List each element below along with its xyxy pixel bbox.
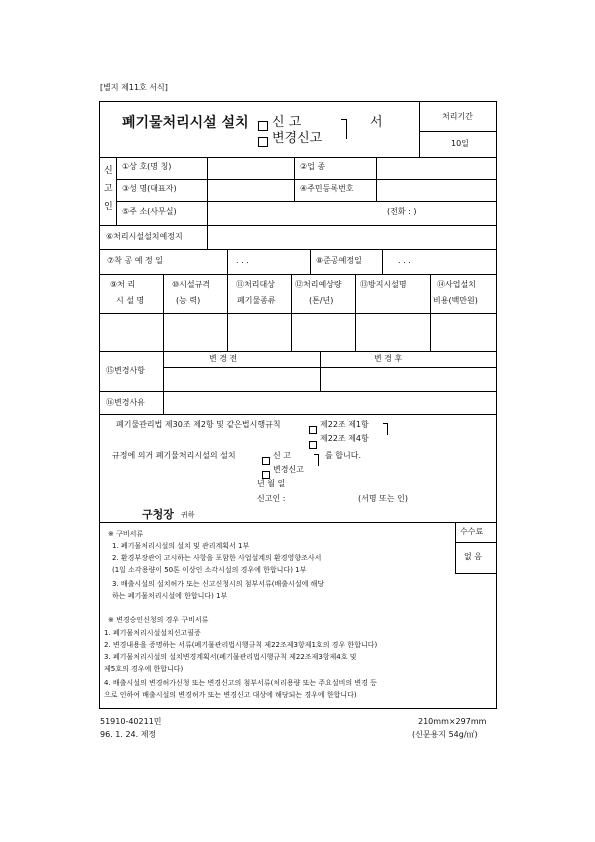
footer-paper-size: 210mm×297mm bbox=[418, 717, 487, 726]
waste-type-field[interactable] bbox=[228, 314, 291, 351]
change-doc-3: 3. 폐기물처리시설의 설치변경계획서(폐기물관리법시행규칙 제22조제3항제4호 및 bbox=[104, 653, 357, 661]
required-doc-3-cont: 하는 폐기물처리시설에 한합니다) 1부 bbox=[112, 592, 228, 600]
footer-code: 51910-40211민 bbox=[100, 717, 162, 726]
phone-label: (전화 : ) bbox=[387, 207, 417, 216]
address-label: ⑤주 소(사무실) bbox=[122, 207, 177, 216]
change-reason-field[interactable] bbox=[164, 392, 496, 414]
address-field[interactable] bbox=[208, 202, 388, 225]
recipient-suffix: 귀하 bbox=[181, 511, 195, 519]
change-doc-2: 2. 변경내용을 증명하는 서류(폐기물관리법시행규칙 제22조제3항제1호의 경우 한합니다) bbox=[104, 641, 378, 649]
col-volume-top: ⑫처리예상량 bbox=[295, 280, 342, 289]
declare-change-label: 변경신고 bbox=[273, 465, 304, 474]
business-type-field[interactable] bbox=[377, 158, 496, 179]
completion-date-field[interactable]: . . . bbox=[398, 256, 411, 265]
declaration-line-3: 규정에 의거 폐기물처리시설의 설치 bbox=[112, 451, 236, 460]
volume-field[interactable] bbox=[292, 314, 355, 351]
col-prevention-top: ⑬방지시설명 bbox=[360, 280, 407, 289]
before-change-header: 변 경 전 bbox=[209, 354, 238, 363]
required-doc-1: 1. 폐기물처리시설의 설치 및 관리계획서 1부 bbox=[112, 542, 250, 550]
signer-label: 신고인 : bbox=[257, 494, 286, 503]
site-label: ⑥처리시설설치예정지 bbox=[106, 232, 183, 241]
col-spec-top: ⑩시설규격 bbox=[172, 280, 211, 289]
declaration-date[interactable]: 년 월 일 bbox=[257, 479, 286, 488]
clause-2-label: 제22조 제4항 bbox=[320, 434, 369, 443]
col-waste-type-top: ⑪처리대상 bbox=[236, 280, 275, 289]
footer-paper-type: (신문용지 54g/㎡) bbox=[412, 730, 478, 739]
after-change-field[interactable] bbox=[321, 368, 496, 391]
facility-name-field[interactable] bbox=[100, 314, 163, 351]
col-waste-type-bottom: 폐기물종류 bbox=[237, 296, 276, 305]
applicant-side-label-2: 고 bbox=[104, 184, 113, 194]
col-volume-bottom: (톤/년) bbox=[309, 296, 334, 305]
spec-field[interactable] bbox=[164, 314, 227, 351]
site-field[interactable] bbox=[208, 226, 496, 249]
resident-id-label: ④주민등록번호 bbox=[300, 184, 354, 193]
title-option-report: 신 고 bbox=[272, 115, 302, 130]
fee-value: 없 음 bbox=[464, 552, 482, 561]
clause-1-label: 제22조 제1항 bbox=[320, 420, 369, 429]
applicant-side-label-1: 신 bbox=[104, 166, 113, 176]
change-reason-label: ⑯변경사유 bbox=[106, 398, 145, 407]
business-type-label: ②업 종 bbox=[300, 162, 326, 171]
col-facility-name-bottom: 시 설 명 bbox=[116, 296, 145, 305]
declaration-line-1: 폐기물관리법 제30조 제2항 및 같은법시행규칙 bbox=[116, 420, 281, 429]
required-doc-2-cont: (1일 소각용량이 50톤 이상인 소각시설의 경우에 한합니다) 1부 bbox=[112, 566, 307, 574]
clause-2-checkbox[interactable] bbox=[309, 434, 317, 453]
change-doc-1: 1. 폐기물처리시설설치신고필증 bbox=[104, 629, 201, 637]
declare-report-label: 신 고 bbox=[273, 451, 291, 460]
change-report-checkbox[interactable] bbox=[258, 131, 268, 150]
trade-name-field[interactable] bbox=[208, 158, 294, 179]
required-doc-3: 3. 배출시설의 설치허가 또는 신고신청시의 첨부서류(배출시설에 해당 bbox=[112, 580, 325, 588]
change-docs-header: ※ 변경승인신청의 경우 구비서류 bbox=[108, 616, 209, 624]
trade-name-label: ①상 호(명 칭) bbox=[122, 162, 172, 171]
col-cost-top: ⑭사업설치 bbox=[437, 280, 476, 289]
resident-id-field[interactable] bbox=[377, 180, 496, 201]
declare-suffix: 를 합니다. bbox=[325, 451, 361, 460]
after-change-header: 변 경 후 bbox=[374, 354, 403, 363]
col-spec-bottom: (능 력) bbox=[176, 296, 201, 305]
start-date-field[interactable]: . . . bbox=[236, 256, 249, 265]
col-facility-name-top: ⑨처 리 bbox=[110, 280, 136, 289]
cost-field[interactable] bbox=[431, 314, 496, 351]
change-items-label: ⑮변경사항 bbox=[106, 366, 145, 375]
required-docs-header: ※ 구비서류 bbox=[108, 530, 144, 538]
title-bracket bbox=[341, 119, 347, 139]
before-change-field[interactable] bbox=[164, 368, 320, 391]
col-cost-bottom: 비용(백만원) bbox=[433, 296, 478, 305]
start-date-label: ⑦착 공 예 정 일 bbox=[107, 256, 163, 265]
footer-enacted: 96. 1. 24. 제정 bbox=[100, 730, 157, 739]
sign-note: (서명 또는 인) bbox=[358, 494, 408, 503]
form-number: [별지 제11호 서식] bbox=[100, 83, 168, 92]
required-doc-2: 2. 환경부장관이 고시하는 사항을 포함한 사업설계의 환경영향조사서 bbox=[112, 554, 322, 562]
representative-label: ③성 명(대표자) bbox=[122, 184, 177, 193]
processing-period-label: 처리기간 bbox=[442, 112, 473, 121]
recipient: 구청장 bbox=[142, 508, 174, 521]
change-doc-4: 4. 배출시설의 변경허가신청 또는 변경신고의 첨부서류(처리용량 또는 주요설비의 변경 등 bbox=[104, 679, 377, 687]
completion-date-label: ⑧준공예정일 bbox=[316, 256, 362, 265]
prevention-field[interactable] bbox=[356, 314, 430, 351]
change-doc-3-cont: 제5호의 경우에 한합니다) bbox=[104, 665, 184, 673]
change-doc-4-cont: 으로 인하여 배출시설의 변경허가 또는 변경신고 대상에 해당되는 경우에 한합니다) bbox=[104, 691, 357, 699]
representative-field[interactable] bbox=[208, 180, 294, 201]
fee-label: 수수료 bbox=[460, 527, 484, 536]
title-option-change: 변경신고 bbox=[272, 131, 323, 146]
form-title: 폐기물처리시설 설치 bbox=[122, 115, 249, 131]
processing-period-value: 10일 bbox=[451, 139, 469, 148]
applicant-side-label-3: 인 bbox=[104, 202, 113, 212]
title-suffix: 서 bbox=[370, 115, 383, 130]
